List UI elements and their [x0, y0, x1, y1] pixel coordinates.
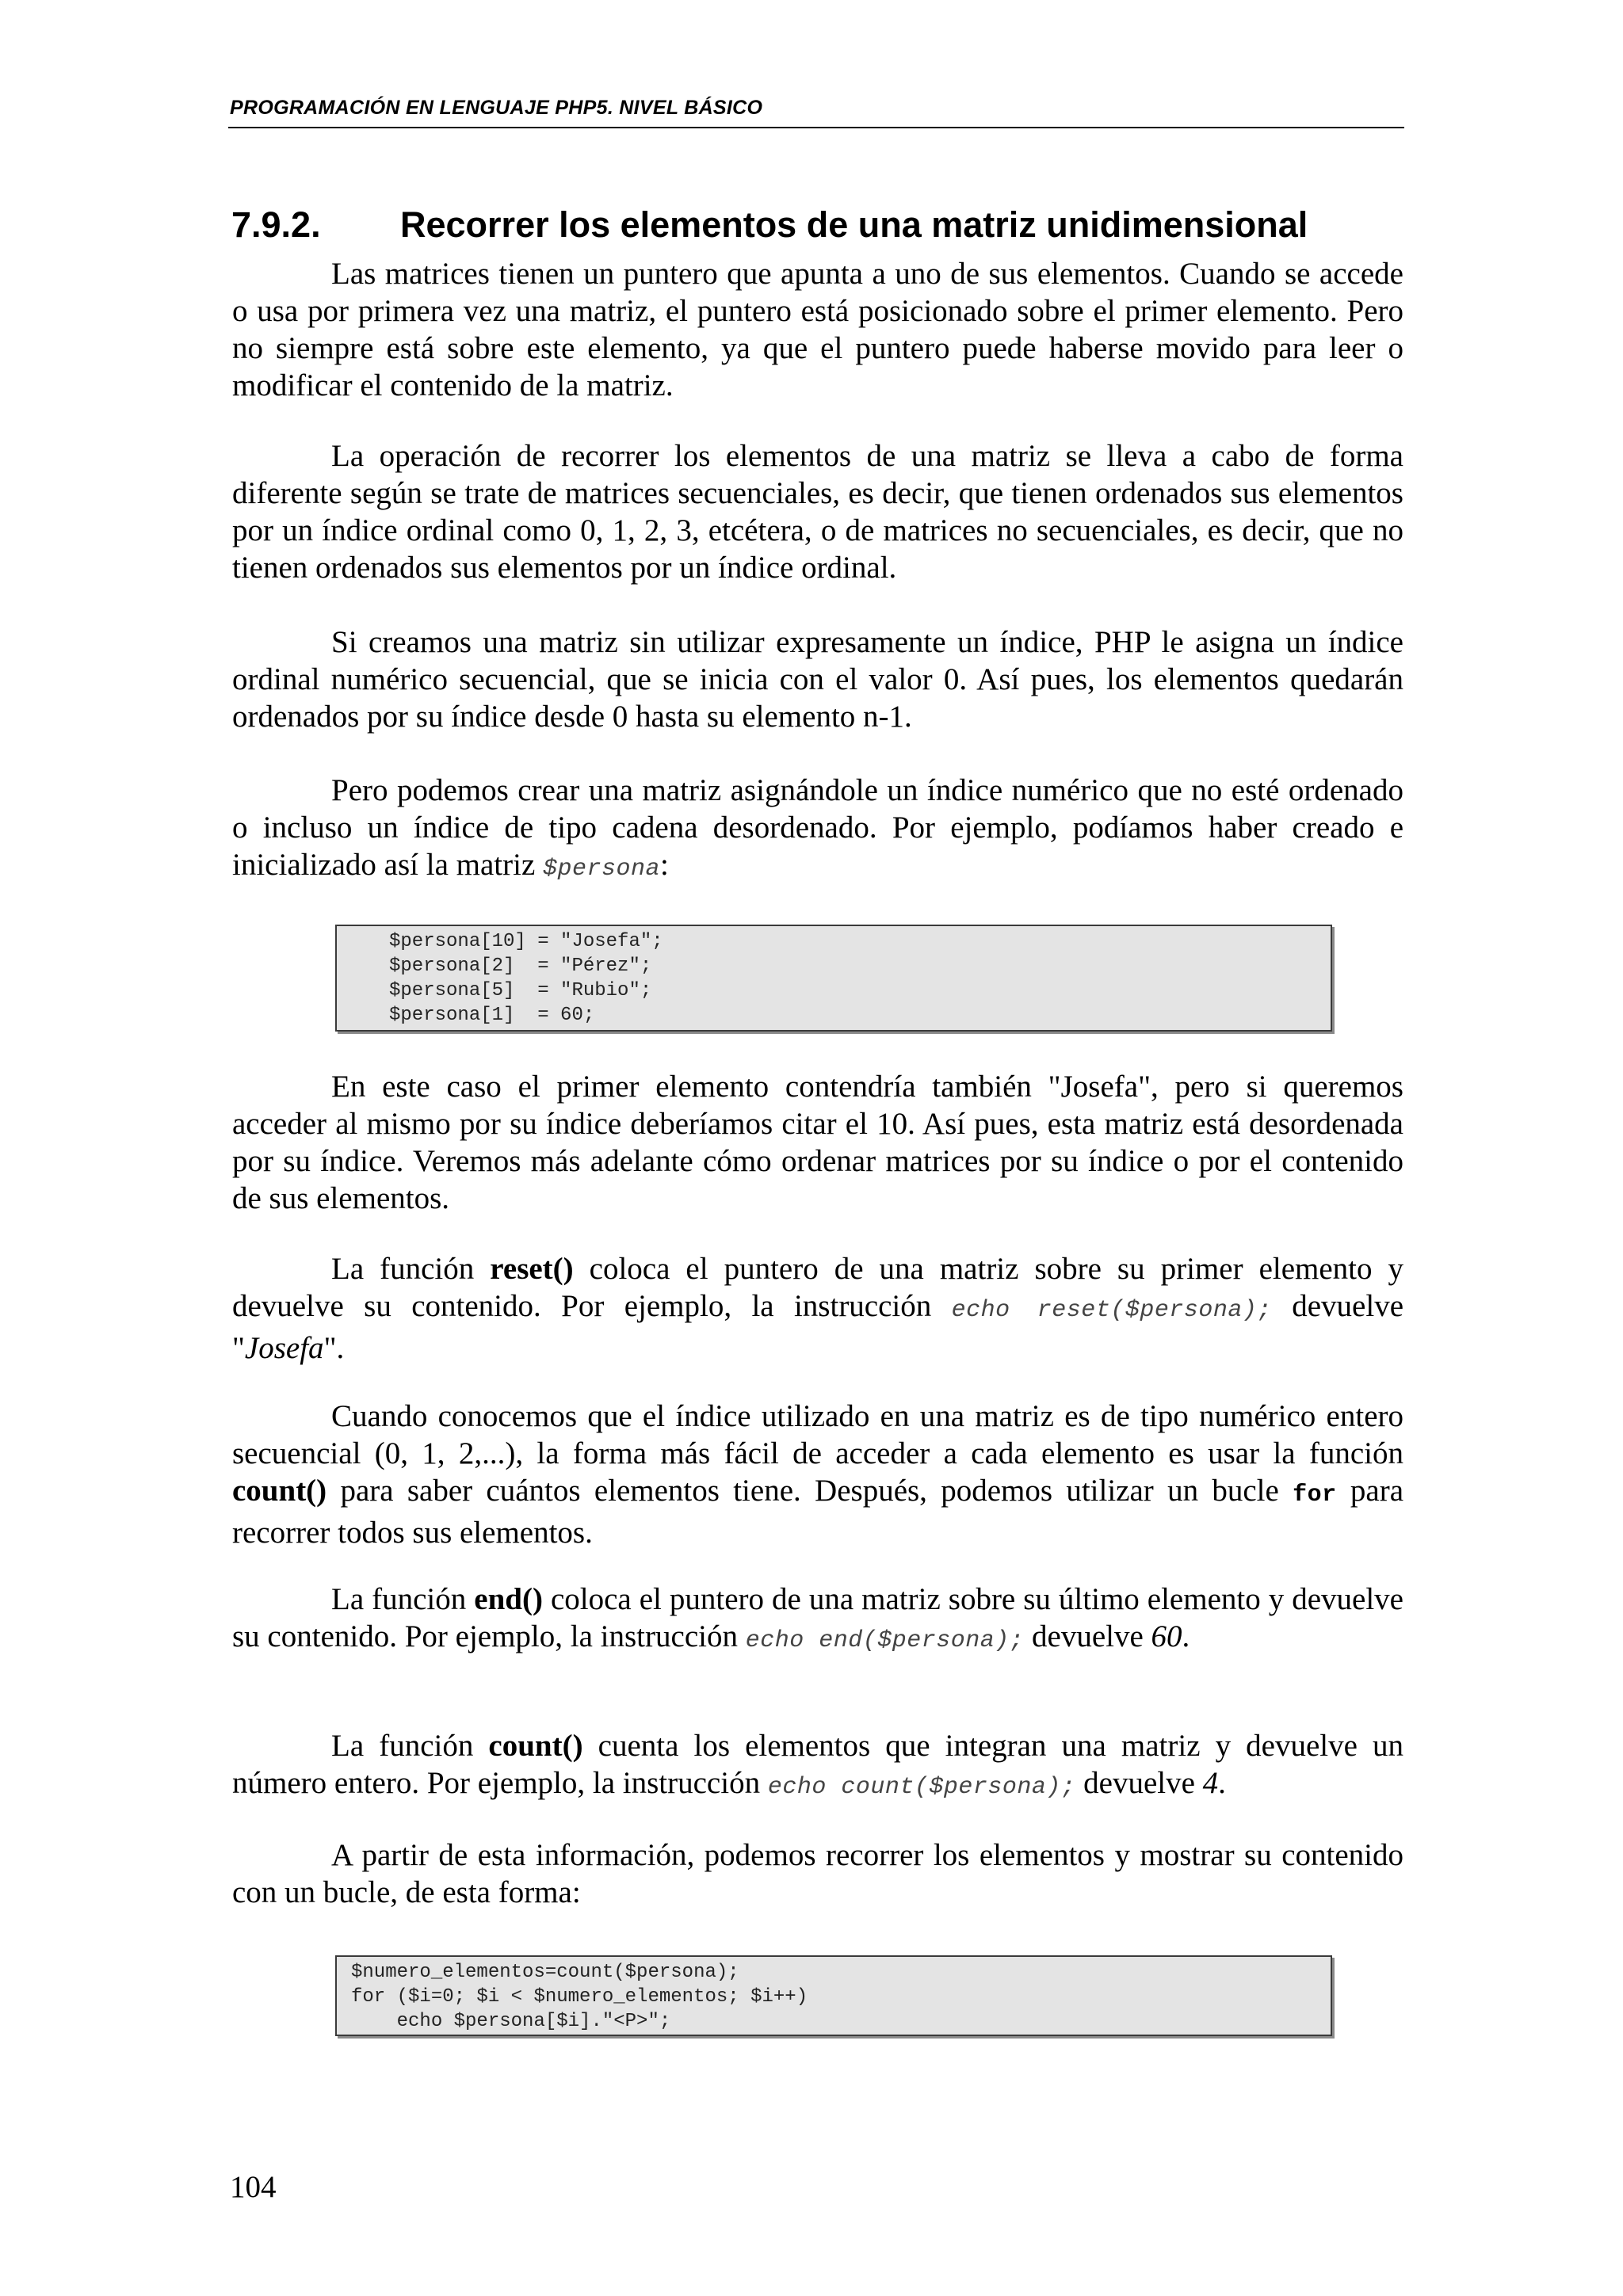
code-line: for ($i=0; $i < $numero_elementos; $i++) — [351, 1986, 808, 2008]
inline-code-end: echo end($persona); — [745, 1627, 1025, 1654]
keyword-for: for — [1293, 1482, 1337, 1508]
code-line: $persona[2] = "Pérez"; — [389, 955, 652, 977]
code-line: $persona[5] = "Rubio"; — [389, 980, 652, 1001]
paragraph-2: La operación de recorrer los elementos de una matriz se lleva a cabo de forma diferente según se trate de matrices secuenciales, es decir, que tienen ordenados sus elementos por un índice ordinal como 0, 1, 2, 3, etcétera, o de matrices no secuenciales, es decir, que no tienen ordenados sus elementos por un índice ordinal. — [232, 439, 1403, 585]
code-line: $persona[1] = 60; — [389, 1005, 595, 1026]
paragraph-6-d: ". — [323, 1331, 345, 1365]
function-count-2: count() — [488, 1729, 583, 1763]
paragraph-6-a: La función — [331, 1252, 491, 1286]
paragraph-5: En este caso el primer elemento contendría también "Josefa", pero si queremos acceder al mismo por su índice deberíamos citar el 10. Así pues, esta matriz está desordenada por su índice. Veremos más adelante cómo ordenar matrices por su índice o por el contenido de sus elementos. — [232, 1070, 1403, 1215]
paragraph-8 — [232, 1581, 1403, 1660]
inline-code-persona: $persona — [543, 856, 661, 883]
paragraph-6-c: devuelve " — [232, 1289, 1404, 1365]
header-rule — [228, 127, 1404, 128]
value-60: 60 — [1151, 1619, 1182, 1653]
paragraph-7 — [232, 1398, 1403, 1551]
paragraph-9-c: devuelve — [1075, 1766, 1203, 1800]
paragraph-9 — [232, 1727, 1403, 1806]
paragraph-8-a: La función — [331, 1582, 475, 1616]
paragraph-6 — [232, 1250, 1403, 1367]
function-end: end() — [474, 1582, 543, 1616]
running-header: PROGRAMACIÓN EN LENGUAJE PHP5. NIVEL BÁSICO — [230, 97, 763, 119]
code-line: $persona[10] = "Josefa"; — [389, 931, 663, 952]
paragraph-4 — [232, 772, 1403, 888]
paragraph-7-a: Cuando conocemos que el índice utilizado en una matriz es de tipo numérico entero secuencial (0, 1, 2,...), la forma más fácil de acceder a cada elemento es usar la función — [232, 1399, 1403, 1470]
paragraph-4-text: Pero podemos crear una matriz asignándole un índice numérico que no esté ordenado o incluso un índice de tipo cadena desordenado. Por ejemplo, podíamos haber creado e inicializado así la matriz — [232, 773, 1403, 882]
paragraph-9-d: . — [1218, 1766, 1226, 1800]
paragraph-10: A partir de esta información, podemos recorrer los elementos y mostrar su contenido con un bucle, de esta forma: — [232, 1838, 1403, 1909]
paragraph-1: Las matrices tienen un puntero que apunta a uno de sus elementos. Cuando se accede o usa por primera vez una matriz, el puntero está posicionado sobre el primer elemento. Pero no siempre está sobre este elemento, ya que el puntero puede haberse movido para leer o modificar el contenido de la matriz. — [232, 257, 1403, 402]
paragraph-9-b: cuenta los elementos que integran una matriz y devuelve un número entero. Por ejemplo, la instrucción — [232, 1729, 1404, 1800]
code-block-2 — [335, 1955, 1332, 2036]
paragraph-8-d: . — [1182, 1619, 1190, 1653]
value-4: 4 — [1202, 1766, 1219, 1800]
paragraph-7-c: para recorrer todos sus elementos. — [232, 1474, 1404, 1550]
paragraph-6-b: coloca el puntero de una matriz sobre su primer elemento y devuelve su contenido. Por ejemplo, la instrucción — [232, 1252, 1404, 1323]
section-title: Recorrer los elementos de una matriz unidimensional — [400, 204, 1308, 245]
value-josefa: Josefa — [244, 1331, 324, 1365]
paragraph-4-end: : — [660, 848, 669, 882]
code-line: echo $persona[$i]."<P>"; — [351, 2011, 671, 2032]
paragraph-3: Si creamos una matriz sin utilizar expresamente un índice, PHP le asigna un índice ordinal numérico secuencial, que se inicia con el valor 0. Así pues, los elementos quedarán ordenados por su índice desde 0 hasta su elemento n-1. — [232, 625, 1403, 734]
page-number: 104 — [230, 2170, 277, 2204]
section-number: 7.9.2. — [231, 204, 321, 245]
paragraph-7-b: para saber cuántos elementos tiene. Después, podemos utilizar un bucle — [327, 1474, 1293, 1508]
paragraph-8-c: devuelve — [1024, 1619, 1151, 1653]
code-line: $numero_elementos=count($persona); — [351, 1962, 739, 1983]
code-block-1 — [335, 925, 1332, 1032]
inline-code-count: echo count($persona); — [767, 1774, 1076, 1801]
paragraph-9-a: La función — [331, 1729, 489, 1763]
section-heading — [231, 204, 1404, 246]
inline-code-reset: echo reset($persona); — [951, 1297, 1272, 1324]
function-reset: reset() — [490, 1252, 574, 1286]
function-count: count() — [232, 1474, 327, 1508]
paragraph-8-b: coloca el puntero de una matriz sobre su último elemento y devuelve su contenido. Por ejemplo, la instrucción — [232, 1582, 1403, 1653]
